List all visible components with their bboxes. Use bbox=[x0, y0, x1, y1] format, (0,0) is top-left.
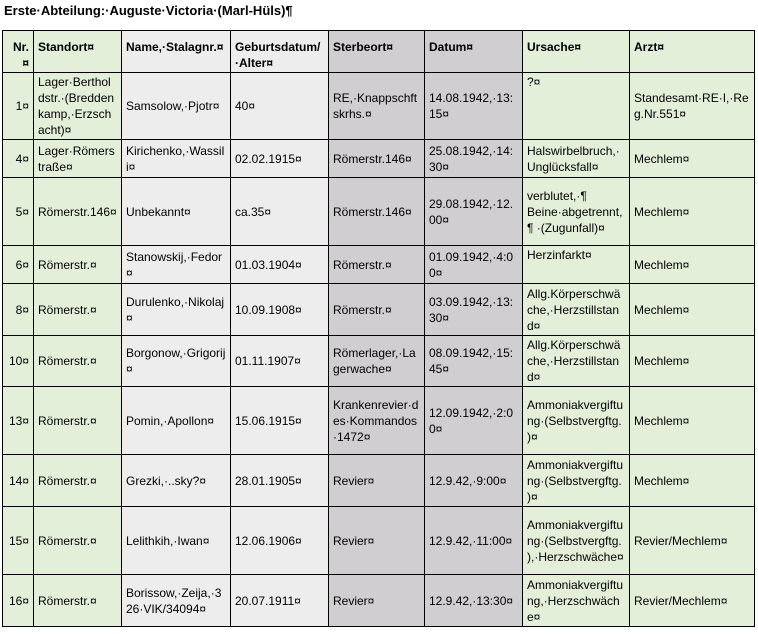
cell-nr: 10¤ bbox=[3, 336, 34, 387]
table-row bbox=[3, 140, 755, 178]
cell-name: Grezki,·..sky?¤ bbox=[122, 455, 231, 507]
cell-ursache: Ammoniakvergiftung·(Selbstvergftg.),·Herzschwäche¤ bbox=[523, 507, 630, 575]
cell-sterbeort: Krankenrevier·des·Kommandos·1472¤ bbox=[329, 387, 425, 455]
cell-datum: 01.09.1942,·4:00¤ bbox=[425, 246, 523, 284]
cell-geburtsdatum: 01.03.1904¤ bbox=[231, 246, 329, 284]
column-header-datum: Datum¤ bbox=[425, 31, 523, 73]
cell-name: Kirichenko,·Wassili¤ bbox=[122, 140, 231, 178]
cell-ursache: Halswirbelbruch,·Unglücksfall¤ bbox=[523, 140, 630, 178]
table-row bbox=[3, 73, 755, 140]
cell-geburtsdatum: 28.01.1905¤ bbox=[231, 455, 329, 507]
cell-name: Pomin,·Apollon¤ bbox=[122, 387, 231, 455]
cell-standort: Römerstr.¤ bbox=[34, 575, 122, 627]
cell-nr: 4¤ bbox=[3, 140, 34, 178]
cell-datum: 12.09.1942,·2:00¤ bbox=[425, 387, 523, 455]
cell-datum: 12.9.42,·13:30¤ bbox=[425, 575, 523, 627]
cell-ursache: Ammoniakvergiftung,·Herzschwäche¤ bbox=[523, 575, 630, 627]
cell-name: Borgonow,·Grigorij¤ bbox=[122, 336, 231, 387]
column-header-arzt: Arzt¤ bbox=[630, 31, 755, 73]
cell-nr: 1¤ bbox=[3, 73, 34, 140]
table-row bbox=[3, 178, 755, 246]
cell-nr: 14¤ bbox=[3, 455, 34, 507]
cell-sterbeort: Römerstr.¤ bbox=[329, 246, 425, 284]
cell-standort: Römerstr.¤ bbox=[34, 455, 122, 507]
cell-geburtsdatum: 20.07.1911¤ bbox=[231, 575, 329, 627]
table-row bbox=[3, 507, 755, 575]
cell-datum: 12.9.42,·11:00¤ bbox=[425, 507, 523, 575]
cell-sterbeort: Revier¤ bbox=[329, 455, 425, 507]
cell-arzt: Mechlem¤ bbox=[630, 140, 755, 178]
cell-nr: 13¤ bbox=[3, 387, 34, 455]
cell-name: Borissow,·Zeija,·326·VIK/34094¤ bbox=[122, 575, 231, 627]
cell-arzt: Mechlem¤ bbox=[630, 246, 755, 284]
cell-geburtsdatum: 01.11.1907¤ bbox=[231, 336, 329, 387]
column-header-geburtsdatum: Geburtsdatum/·Alter¤ bbox=[231, 31, 329, 73]
cell-ursache: verblutet,·¶ Beine·abgetrennt,¶ ·(Zugunfall)¤ bbox=[523, 178, 630, 246]
column-header-ursache: Ursache¤ bbox=[523, 31, 630, 73]
cell-standort: Römerstr.146¤ bbox=[34, 178, 122, 246]
cell-arzt: Revier/Mechlem¤ bbox=[630, 575, 755, 627]
cell-standort: Römerstr.¤ bbox=[34, 246, 122, 284]
cell-standort: Römerstr.¤ bbox=[34, 336, 122, 387]
table-row bbox=[3, 455, 755, 507]
cell-sterbeort: Römerstr.146¤ bbox=[329, 178, 425, 246]
cell-name: Samsolow,·Pjotr¤ bbox=[122, 73, 231, 140]
column-header-nr: Nr.¤ bbox=[3, 31, 34, 73]
cell-nr: 8¤ bbox=[3, 284, 34, 336]
cell-ursache: Ammoniakvergiftung·(Selbstvergftg.)¤ bbox=[523, 387, 630, 455]
cell-standort: Lager·Bertholdstr.·(Breddenkamp,·Erzschacht)¤ bbox=[34, 73, 122, 140]
cell-ursache: Ammoniakvergiftung·(Selbstvergftg.)¤ bbox=[523, 455, 630, 507]
cell-sterbeort: Revier¤ bbox=[329, 575, 425, 627]
cell-name: Unbekannt¤ bbox=[122, 178, 231, 246]
table-row bbox=[3, 284, 755, 336]
cell-datum: 12.9.42,·9:00¤ bbox=[425, 455, 523, 507]
cell-datum: 14.08.1942,·13:15¤ bbox=[425, 73, 523, 140]
cell-ursache: Allg.Körperschwäche,·Herzstillstand¤ bbox=[523, 336, 630, 387]
cell-sterbeort: RE,·Knappschftskrhs.¤ bbox=[329, 73, 425, 140]
cell-arzt: Revier/Mechlem¤ bbox=[630, 507, 755, 575]
cell-sterbeort: Römerstr.¤ bbox=[329, 284, 425, 336]
cell-geburtsdatum: 02.02.1915¤ bbox=[231, 140, 329, 178]
cell-nr: 5¤ bbox=[3, 178, 34, 246]
cell-arzt: Mechlem¤ bbox=[630, 336, 755, 387]
cell-geburtsdatum: ca.35¤ bbox=[231, 178, 329, 246]
column-header-name: Name,·Stalagnr.¤ bbox=[122, 31, 231, 73]
cell-sterbeort: Römerlager,·Lagerwache¤ bbox=[329, 336, 425, 387]
table-row bbox=[3, 336, 755, 387]
cell-datum: 25.08.1942,·14:30¤ bbox=[425, 140, 523, 178]
cell-geburtsdatum: 10.09.1908¤ bbox=[231, 284, 329, 336]
cell-standort: Römerstr.¤ bbox=[34, 507, 122, 575]
cell-datum: 03.09.1942,·13:30¤ bbox=[425, 284, 523, 336]
cell-ursache: Allg.Körperschwäche,·Herzstillstand¤ bbox=[523, 284, 630, 336]
cell-standort: Römerstr.¤ bbox=[34, 387, 122, 455]
casualty-table bbox=[2, 30, 755, 627]
cell-ursache: Herzinfarkt¤ bbox=[523, 246, 630, 284]
cell-geburtsdatum: 15.06.1915¤ bbox=[231, 387, 329, 455]
cell-datum: 29.08.1942,·12.00¤ bbox=[425, 178, 523, 246]
document-heading: Erste·Abteilung:·Auguste·Victoria·(Marl-Hüls)¶ bbox=[4, 3, 293, 18]
cell-name: Durulenko,·Nikolaj¤ bbox=[122, 284, 231, 336]
cell-geburtsdatum: 12.06.1906¤ bbox=[231, 507, 329, 575]
cell-standort: Lager·Römerstraße¤ bbox=[34, 140, 122, 178]
cell-arzt: Mechlem¤ bbox=[630, 387, 755, 455]
table-row bbox=[3, 575, 755, 627]
cell-name: Stanowskij,·Fedor¤ bbox=[122, 246, 231, 284]
column-header-sterbeort: Sterbeort¤ bbox=[329, 31, 425, 73]
table-row bbox=[3, 387, 755, 455]
column-header-standort: Standort¤ bbox=[34, 31, 122, 73]
cell-nr: 6¤ bbox=[3, 246, 34, 284]
cell-geburtsdatum: 40¤ bbox=[231, 73, 329, 140]
cell-arzt: Mechlem¤ bbox=[630, 455, 755, 507]
cell-ursache: ?¤ bbox=[523, 73, 630, 140]
cell-arzt: Standesamt·RE·I,·Reg.Nr.551¤ bbox=[630, 73, 755, 140]
header-row bbox=[3, 31, 755, 73]
cell-name: Lelithkih,·Iwan¤ bbox=[122, 507, 231, 575]
cell-sterbeort: Römerstr.146¤ bbox=[329, 140, 425, 178]
cell-arzt: Mechlem¤ bbox=[630, 284, 755, 336]
cell-sterbeort: Revier¤ bbox=[329, 507, 425, 575]
table-row bbox=[3, 246, 755, 284]
cell-datum: 08.09.1942,·15:45¤ bbox=[425, 336, 523, 387]
cell-arzt: Mechlem¤ bbox=[630, 178, 755, 246]
cell-standort: Römerstr.¤ bbox=[34, 284, 122, 336]
cell-nr: 16¤ bbox=[3, 575, 34, 627]
cell-nr: 15¤ bbox=[3, 507, 34, 575]
